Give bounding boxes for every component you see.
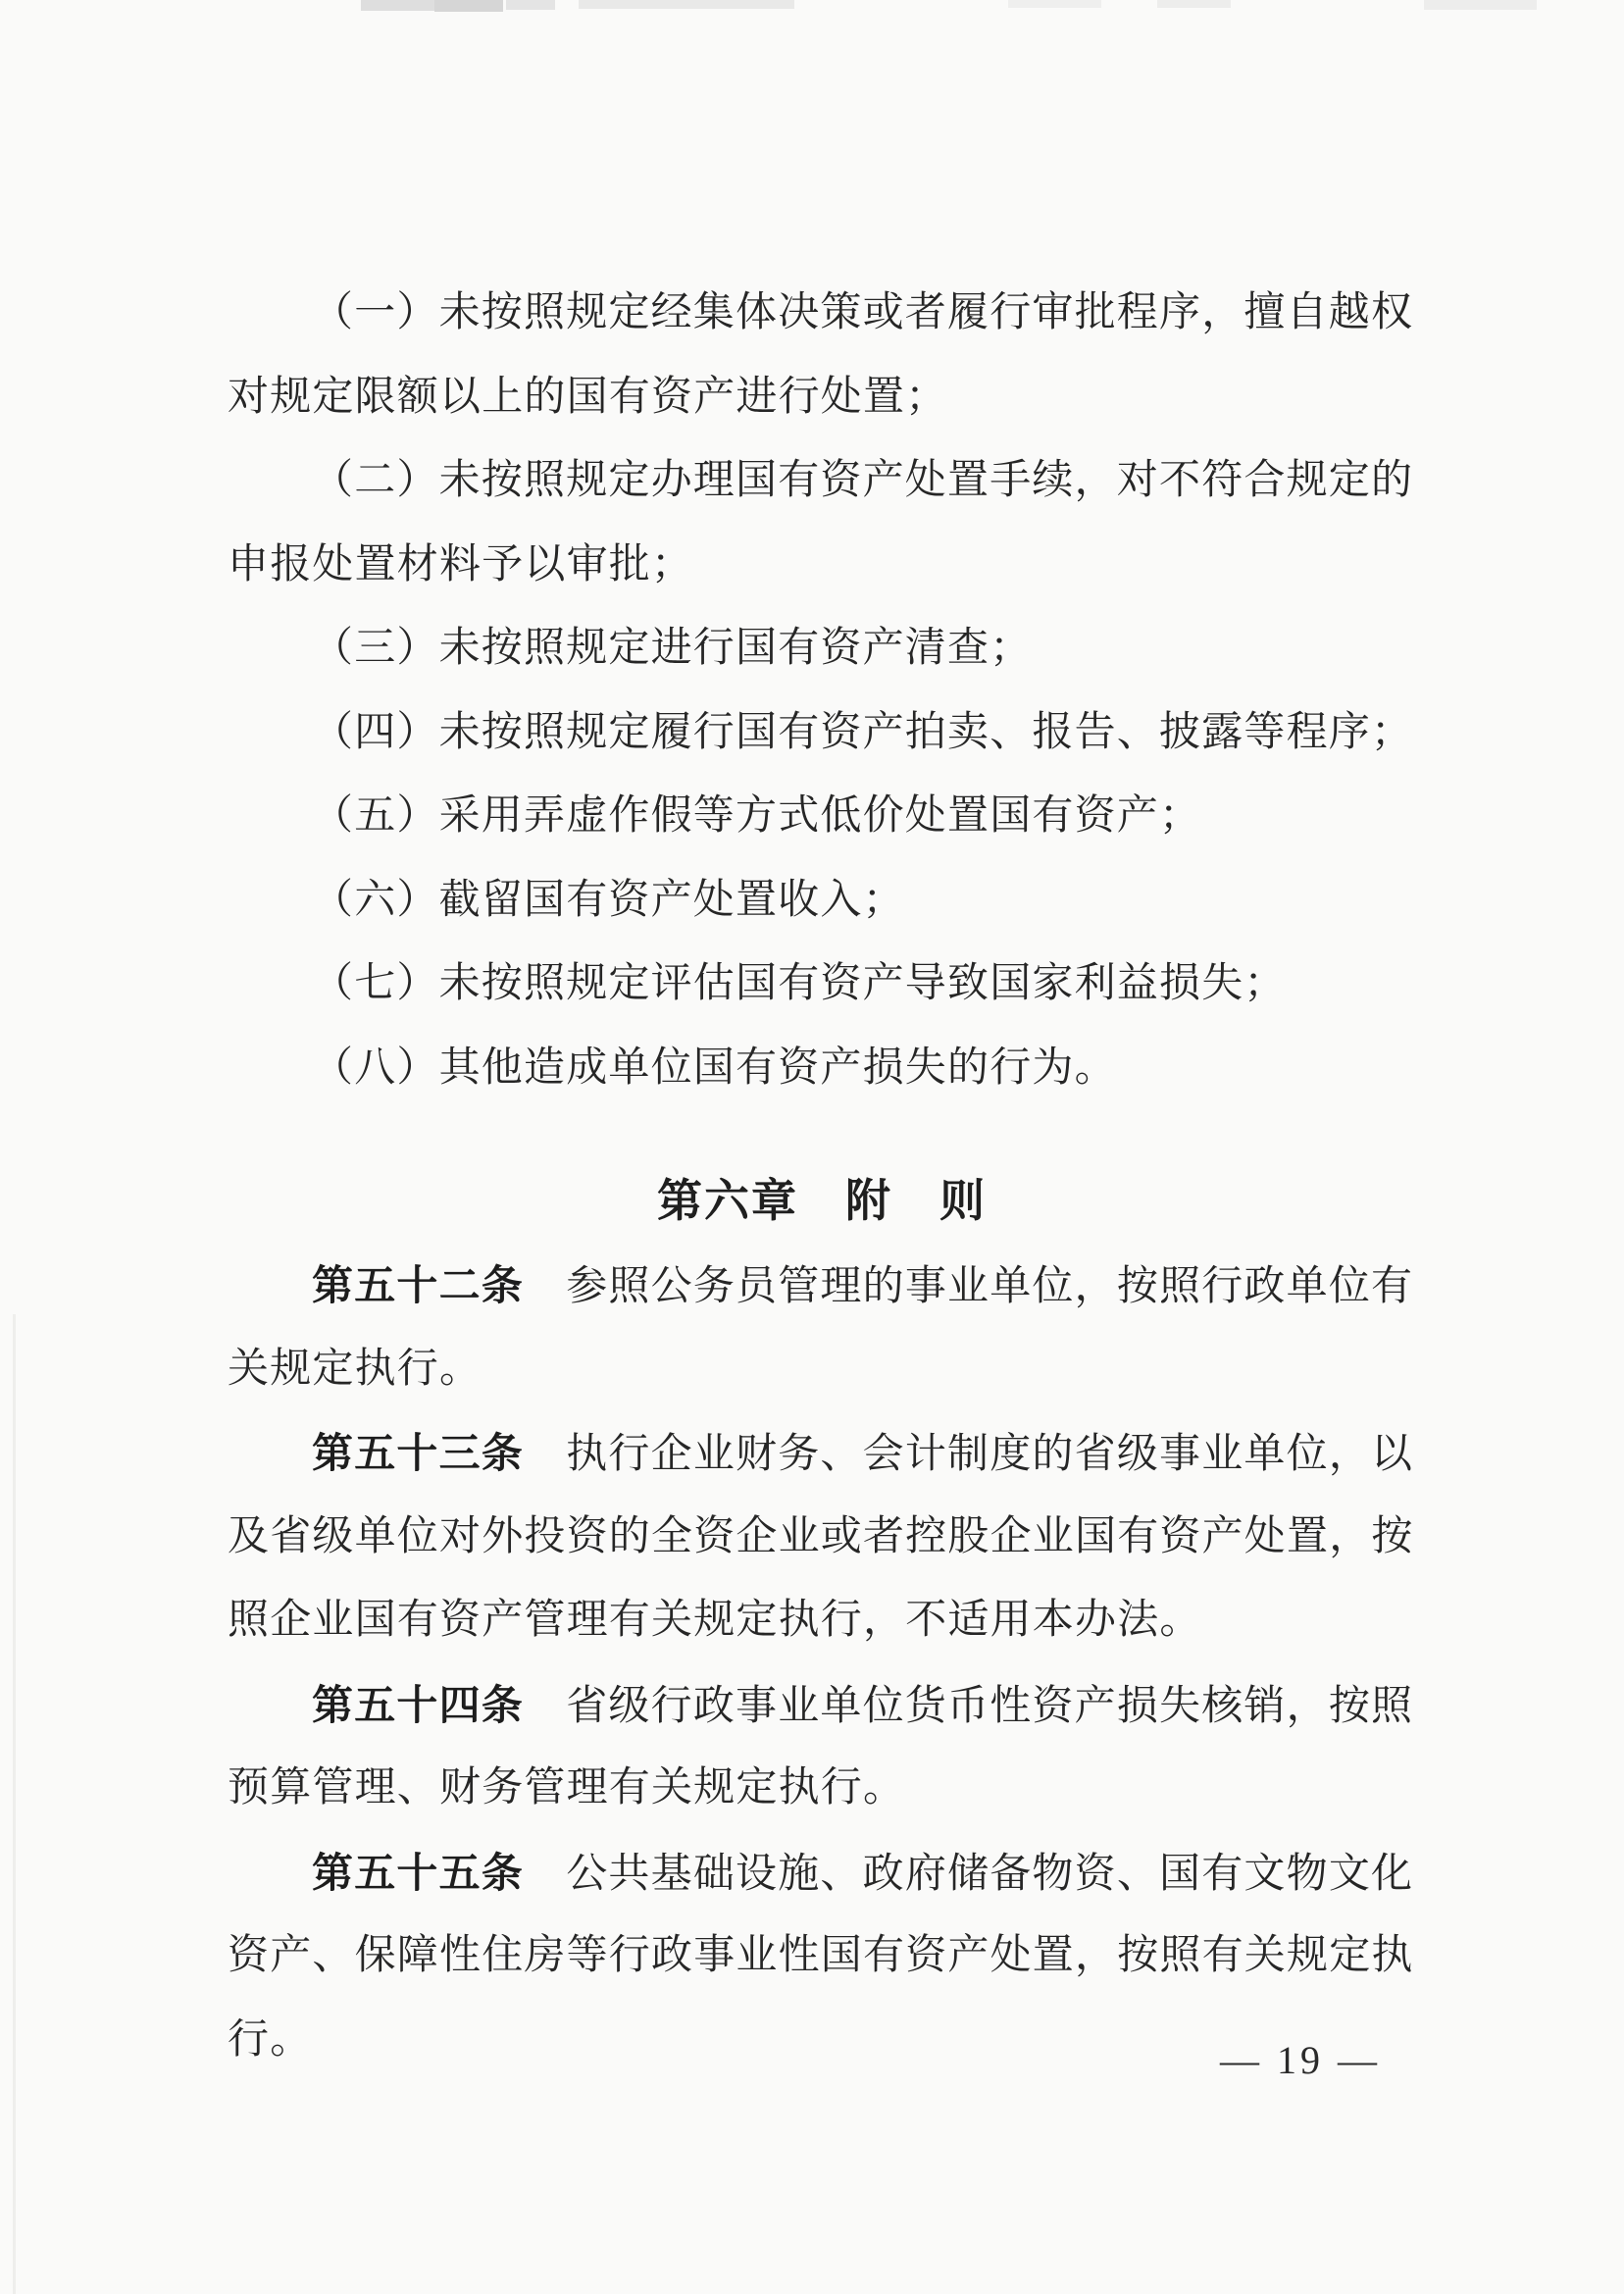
article-number: 第五十五条 (312, 1849, 525, 1896)
text-line: 第五十二条 参照公务员管理的事业单位，按照行政单位有 (312, 1262, 1414, 1309)
clause-list (228, 272, 1416, 1110)
article-number: 第五十三条 (312, 1430, 525, 1476)
page-number: — 19 — (1220, 2038, 1381, 2082)
scan-artifact (506, 0, 555, 10)
text-line: （六）截留国有资产处置收入； (312, 877, 905, 923)
text-line: （二）未按照规定办理国有资产处置手续，对不符合规定的 (312, 458, 1414, 503)
chapter-heading: 第六章 附 则 (657, 1175, 987, 1226)
text-line: （八）其他造成单位国有资产损失的行为。 (312, 1045, 1117, 1091)
text-line: 对规定限额以上的国有资产进行处置； (228, 374, 948, 420)
text-line: 资产、保障性住房等行政事业性国有资产处置，按照有关规定执 (228, 1933, 1414, 1978)
scan-artifact (13, 1314, 16, 2294)
scan-artifact (1424, 0, 1537, 10)
text-line: 第五十四条 省级行政事业单位货币性资产损失核销，按照 (312, 1681, 1414, 1729)
text-line: 第五十三条 执行企业财务、会计制度的省级事业单位，以 (312, 1430, 1414, 1477)
text-line: 第五十五条 公共基础设施、政府储备物资、国有文物文化 (312, 1849, 1414, 1897)
article-number: 第五十二条 (312, 1262, 525, 1308)
text-line: （三）未按照规定进行国有资产清查； (312, 626, 1033, 671)
text-line: （一）未按照规定经集体决策或者履行审批程序，擅自越权 (312, 290, 1414, 335)
scan-artifact (434, 0, 503, 12)
text-line: 预算管理、财务管理有关规定执行。 (228, 1765, 906, 1810)
text-line: 行。 (228, 2016, 313, 2063)
text-line: （七）未按照规定评估国有资产导致国家利益损失； (312, 961, 1287, 1006)
scan-artifact (1008, 0, 1101, 8)
text-line: （五）采用弄虚作假等方式低价处置国有资产； (312, 793, 1202, 839)
text-line: 照企业国有资产管理有关规定执行，不适用本办法。 (228, 1598, 1202, 1643)
text-line: （四）未按照规定履行国有资产拍卖、报告、披露等程序； (312, 709, 1414, 755)
text-line: 关规定执行。 (228, 1346, 482, 1392)
scan-artifact (361, 0, 434, 11)
article-list (228, 1244, 1416, 2082)
text-line: 及省级单位对外投资的全资企业或者控股企业国有资产处置，按 (228, 1513, 1414, 1559)
scan-artifact (579, 0, 794, 9)
text-line: 申报处置材料予以审批； (228, 541, 694, 587)
scan-artifact (1157, 0, 1231, 8)
article-number: 第五十四条 (312, 1681, 525, 1728)
